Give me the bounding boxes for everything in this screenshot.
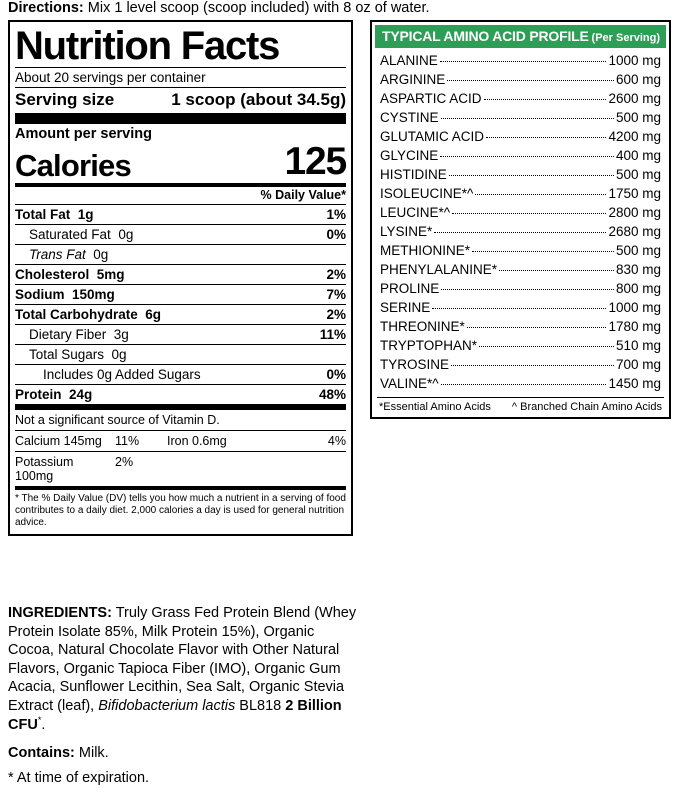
amino-acid-row: [380, 146, 661, 165]
amino-acid-row: [380, 203, 661, 222]
dot-leader: [440, 61, 607, 62]
amino-acid-name: VALINE*^: [380, 376, 439, 391]
ingredients-paragraph: [8, 604, 358, 735]
directions-label: Directions:: [8, 0, 84, 16]
amino-acid-value: 600 mg: [615, 72, 661, 87]
amino-acid-row: [380, 165, 661, 184]
dot-leader: [499, 270, 614, 271]
nutrient-row: [15, 304, 346, 324]
mineral-row: [15, 451, 346, 486]
amino-acid-row: [380, 260, 661, 279]
amino-panel-subtitle: (Per Serving): [591, 32, 660, 44]
amino-acid-name: TRYPTOPHAN*: [380, 338, 478, 353]
amino-acid-row: [380, 355, 661, 374]
amino-acid-name: SERINE: [380, 300, 431, 315]
amino-panel-title: TYPICAL AMINO ACID PROFILE: [382, 28, 589, 44]
cfu-asterisk: *: [37, 715, 42, 726]
mineral-rows: [15, 430, 346, 486]
mineral-name-amount-2: Iron 0.6mg: [167, 434, 227, 448]
contains-line: [8, 744, 358, 763]
nutrition-facts-panel: [8, 20, 353, 536]
nutrient-daily-value: 0%: [326, 367, 346, 382]
amino-acid-name: METHIONINE*: [380, 243, 471, 258]
vitamin-note: Not a significant source of Vitamin D.: [15, 404, 346, 430]
dot-leader: [449, 175, 614, 176]
amino-acid-name: ARGININE: [380, 72, 446, 87]
amino-acid-name: ISOLEUCINE*^: [380, 186, 474, 201]
nutrient-row: [15, 264, 346, 284]
dot-leader: [432, 308, 606, 309]
contains-value: Milk.: [74, 744, 109, 761]
amino-acid-value: 510 mg: [615, 338, 661, 353]
servings-per-container: About 20 servings per container: [15, 70, 206, 85]
amino-acid-row: [380, 127, 661, 146]
dot-leader: [475, 194, 606, 195]
calories-row: [15, 142, 346, 183]
amino-acid-value: 1450 mg: [608, 376, 661, 391]
contains-label: Contains:: [8, 744, 75, 761]
nutrient-row: [15, 284, 346, 304]
dot-leader: [434, 232, 606, 233]
dot-leader: [441, 384, 607, 385]
mineral-daily-value: 2%: [115, 455, 134, 469]
divider-thick: [15, 113, 346, 124]
dot-leader: [452, 213, 606, 214]
nutrient-name: Total Sugars 0g: [29, 347, 127, 362]
dot-leader: [441, 289, 614, 290]
probiotic-organism: Bifidobacterium lactis: [98, 697, 236, 714]
ingredients-body: Truly Grass Fed Protein Blend (Whey Protein Isolate 85%, Milk Protein 15%), Organic Cocoa, Natural Chocolate Flavor with Other Natural Flavors, Organic Tapioca Fiber (IMO), Organic Gum Acacia, Sunflower Lecithin, Sea Salt, Organic Stevia Extract (leaf),: [8, 605, 357, 714]
nutrient-daily-value: 1%: [326, 207, 346, 222]
nutrient-name: Cholesterol 5mg: [15, 267, 125, 282]
nutrition-facts-title: Nutrition Facts: [15, 24, 280, 68]
amino-acid-name: THREONINE*: [380, 319, 465, 334]
expiration-note: * At time of expiration.: [8, 770, 150, 787]
bcaa-note: ^ Branched Chain Amino Acids: [511, 401, 662, 413]
nutrient-name: Protein 24g: [15, 387, 93, 402]
mineral-daily-value: 11%: [115, 434, 140, 448]
nutrient-rows: [15, 204, 346, 404]
amino-acid-value: 1750 mg: [608, 186, 661, 201]
amino-acid-row: [380, 89, 661, 108]
amino-acid-value: 4200 mg: [608, 129, 661, 144]
amino-acid-value: 1780 mg: [608, 319, 661, 334]
amino-acid-value: 500 mg: [615, 110, 661, 125]
nutrient-row: [15, 224, 346, 244]
nutrient-name: Includes 0g Added Sugars: [43, 367, 201, 382]
amino-acid-name: ALANINE: [380, 53, 438, 68]
dot-leader: [447, 80, 614, 81]
amino-acid-name: LEUCINE*^: [380, 205, 451, 220]
dot-leader: [467, 327, 607, 328]
amino-acid-value: 830 mg: [615, 262, 661, 277]
amino-acid-row: [380, 317, 661, 336]
amino-acid-row: [380, 222, 661, 241]
amino-acid-value: 1000 mg: [608, 300, 661, 315]
amino-acid-row: [380, 108, 661, 127]
amino-panel-header: [375, 25, 666, 48]
nutrient-daily-value: 2%: [326, 267, 346, 282]
amino-acid-row: [380, 279, 661, 298]
nutrient-row: [15, 324, 346, 344]
ingredients-period: .: [41, 717, 46, 734]
dot-leader: [440, 156, 614, 157]
amino-acid-name: TYROSINE: [380, 357, 450, 372]
nutrient-name: Trans Fat 0g: [29, 247, 109, 262]
amino-acid-value: 500 mg: [615, 167, 661, 182]
dot-leader: [441, 118, 614, 119]
amino-acid-name: LYSINE*: [380, 224, 433, 239]
dot-leader: [486, 137, 606, 138]
calories-label: Calories: [15, 148, 131, 183]
amino-acid-value: 400 mg: [615, 148, 661, 163]
amino-acid-name: ASPARTIC ACID: [380, 91, 482, 106]
nutrient-name: Saturated Fat 0g: [29, 227, 134, 242]
nutrient-daily-value: 2%: [326, 307, 346, 322]
serving-size-row: [15, 88, 346, 113]
amino-panel-footnotes: [377, 397, 664, 414]
nutrient-row: [15, 244, 346, 264]
serving-size-label: Serving size: [15, 90, 115, 109]
mineral-row: [15, 430, 346, 451]
amino-acid-value: 2600 mg: [608, 91, 661, 106]
mineral-name-amount: Calcium 145mg: [15, 434, 102, 448]
nutrient-name: Dietary Fiber 3g: [29, 327, 129, 342]
calories-value: 125: [284, 140, 346, 183]
amino-acid-value: 1000 mg: [608, 53, 661, 68]
directions-text: Mix 1 level scoop (scoop included) with 8 oz of water.: [83, 0, 430, 16]
nutrient-row: [15, 384, 346, 404]
nutrient-daily-value: 11%: [319, 327, 346, 342]
nutrient-name: Sodium 150mg: [15, 287, 115, 302]
nutrient-daily-value: 48%: [318, 387, 346, 402]
nutrient-row: [15, 204, 346, 224]
amount-per-serving-label: Amount per serving: [15, 126, 152, 142]
amino-acid-name: CYSTINE: [380, 110, 439, 125]
essential-amino-note: *Essential Amino Acids: [379, 401, 491, 413]
mineral-name-amount: Potassium 100mg: [15, 455, 74, 483]
amino-acid-name: HISTIDINE: [380, 167, 447, 182]
daily-value-footnote: * The % Daily Value (DV) tells you how much a nutrient in a serving of food contributes to a daily diet. 2,000 calories a day is used for general nutrition advice.: [15, 486, 346, 530]
nutrient-row: [15, 364, 346, 384]
probiotic-cfu: 2 Billion CFU: [8, 697, 342, 734]
amino-acid-value: 500 mg: [615, 243, 661, 258]
amino-acid-row: [380, 51, 661, 70]
amino-acid-row: [380, 184, 661, 203]
amino-acid-row: [380, 70, 661, 89]
directions-line: [8, 0, 430, 16]
ingredients-block: [8, 604, 358, 788]
amino-acid-list: [372, 48, 669, 395]
nutrient-name: Total Carbohydrate 6g: [15, 307, 162, 322]
amino-acid-name: GLUTAMIC ACID: [380, 129, 485, 144]
nutrient-daily-value: 0%: [326, 227, 346, 242]
nutrient-daily-value: 7%: [326, 287, 346, 302]
daily-value-header: % Daily Value*: [260, 188, 346, 202]
amino-acid-row: [380, 241, 661, 260]
probiotic-strain: BL818: [235, 697, 286, 714]
mineral-daily-value-2: 4%: [327, 434, 346, 448]
dot-leader: [479, 346, 614, 347]
amino-acid-name: GLYCINE: [380, 148, 439, 163]
nutrient-name: Total Fat 1g: [15, 207, 94, 222]
amino-acid-value: 2800 mg: [608, 205, 661, 220]
dot-leader: [451, 365, 614, 366]
amino-acid-name: PROLINE: [380, 281, 440, 296]
amino-acid-row: [380, 298, 661, 317]
amino-acid-name: PHENYLALANINE*: [380, 262, 498, 277]
ingredients-label: INGREDIENTS:: [8, 605, 112, 621]
amino-acid-value: 700 mg: [615, 357, 661, 372]
dot-leader: [484, 99, 607, 100]
amino-acid-panel: [370, 20, 671, 419]
amino-acid-row: [380, 374, 661, 393]
amino-acid-row: [380, 336, 661, 355]
dot-leader: [472, 251, 614, 252]
serving-size-value: 1 scoop (about 34.5g): [171, 90, 346, 109]
mineral-name-amount-2: [167, 455, 346, 483]
amino-acid-value: 2680 mg: [608, 224, 661, 239]
amino-acid-value: 800 mg: [615, 281, 661, 296]
nutrient-row: [15, 344, 346, 364]
